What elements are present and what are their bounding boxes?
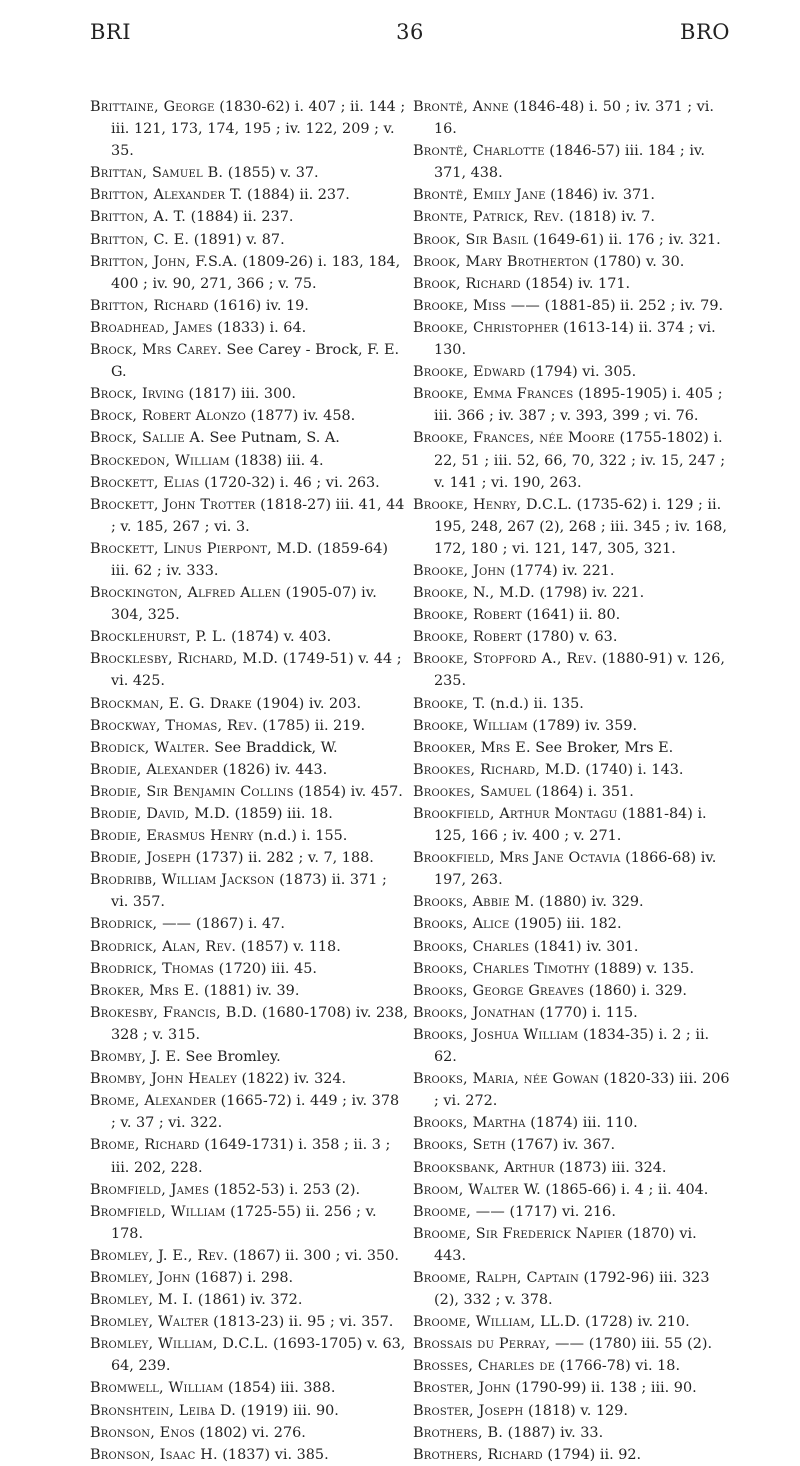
entry-name: Brossais du Perray, —— <box>413 1336 585 1353</box>
entry-name: Brooke, T. <box>413 695 486 712</box>
entry-references: (1857) v. 118. <box>236 938 341 955</box>
index-entry <box>413 317 731 361</box>
entry-references: (1867) i. 47. <box>191 916 285 933</box>
entry-references: (1887) iv. 33. <box>503 1424 604 1441</box>
entry-references: (1919) iii. 90. <box>236 1402 339 1419</box>
entry-references: (1735-62) i. 129 ; ii. 195, 248, 267 (2), 268 ; iii. 345 ; iv. 168, 172, 180 ; vi. 121, 147, 305, 321. <box>434 496 727 557</box>
entry-references: (n.d.) i. 155. <box>253 828 348 845</box>
entry-references: See Carey - Brock, F. E. G. <box>111 342 400 381</box>
entry-name: Brooks, Martha <box>413 1115 526 1132</box>
index-entry <box>90 781 408 803</box>
entry-name: Bronson, Enos <box>90 1424 195 1441</box>
index-entry <box>90 162 408 184</box>
entry-references: (1767) iv. 367. <box>505 1137 616 1154</box>
entry-references: See Braddick, W. <box>209 739 338 756</box>
index-entry <box>413 1400 731 1422</box>
index-entry <box>90 1400 408 1422</box>
index-entry <box>413 96 731 140</box>
entry-name: Bronshtein, Leiba D. <box>90 1402 236 1419</box>
entry-name: Brocklesby, Richard, M.D. <box>90 651 279 668</box>
entry-references: (1884) ii. 237. <box>242 187 350 204</box>
index-entry <box>90 1201 408 1245</box>
entry-references: (1820-33) iii. 206 ; vi. 272. <box>434 1071 730 1110</box>
entry-references: (1792-96) iii. 323 (2), 332 ; v. 378. <box>434 1269 710 1309</box>
index-entry <box>413 427 731 493</box>
entry-name: Brodrick, —— <box>90 916 192 933</box>
entry-references: (1725-55) ii. 256 ; v. 178. <box>111 1203 377 1242</box>
entry-name: Brodrick, Alan, Rev. <box>90 938 237 955</box>
entry-references: (n.d.) ii. 135. <box>485 695 584 712</box>
header-left-guide-word: BRI <box>90 20 132 44</box>
index-entry <box>90 538 408 582</box>
left-column <box>90 96 408 1466</box>
index-entry <box>413 1179 731 1201</box>
entry-references: (1877) iv. 458. <box>245 408 356 425</box>
entry-references: See Bromley. <box>180 1049 281 1066</box>
entry-references: (1720) iii. 45. <box>214 960 317 977</box>
page-header <box>90 20 730 70</box>
index-entry <box>90 847 408 869</box>
entry-references: (1846-57) iii. 184 ; iv. 371, 438. <box>434 143 705 182</box>
entry-references: (1861) iv. 372. <box>193 1292 303 1309</box>
entry-references: (1813-23) ii. 95 ; vi. 357. <box>208 1314 394 1331</box>
entry-references: (1889) v. 135. <box>589 960 695 977</box>
entry-name: Brodie, Alexander <box>90 761 219 778</box>
entry-references: (1720-32) i. 46 ; vi. 263. <box>199 474 380 491</box>
entry-name: Brittaine, George <box>90 99 215 115</box>
entry-name: Britton, Richard <box>90 297 209 314</box>
entry-name: Bromfield, William <box>90 1203 226 1220</box>
entry-name: Brooksbank, Arthur <box>413 1159 555 1176</box>
entry-references: (1860) i. 329. <box>584 982 687 999</box>
entry-references: (1859-64) iii. 62 ; iv. 333. <box>111 540 388 579</box>
index-entry <box>413 891 731 913</box>
entry-references: (1818) iv. 7. <box>564 209 655 226</box>
entry-name: Brockett, Elias <box>90 474 200 491</box>
entry-references: See Broker, Mrs E. <box>530 739 674 756</box>
index-entry <box>413 251 731 273</box>
entry-references: (1616) iv. 19. <box>208 297 309 314</box>
index-entry <box>90 317 408 339</box>
entry-references: (1866-68) iv. 197, 263. <box>434 850 717 889</box>
entry-references: (1613-14) ii. 374 ; vi. 130. <box>434 319 716 359</box>
index-entry <box>413 980 731 1002</box>
index-entry <box>90 472 408 494</box>
entry-references: (1854) iv. 171. <box>520 275 631 292</box>
index-entry <box>90 1377 408 1399</box>
entry-references: (1740) i. 143. <box>580 761 684 778</box>
entry-name: Britton, John, F.S.A. <box>90 253 238 270</box>
index-entry <box>413 560 731 582</box>
entry-name: Brooks, Charles <box>413 938 530 955</box>
entry-references: (1874) v. 403. <box>226 629 332 646</box>
entry-references: (1855) v. 37. <box>223 165 319 182</box>
entry-name: Brookfield, Mrs Jane Octavia <box>413 850 621 867</box>
index-entry <box>90 869 408 913</box>
index-entry <box>413 803 731 847</box>
entry-name: Brontë, Anne <box>413 99 509 115</box>
entry-name: Brodick, Walter. <box>90 739 210 756</box>
entry-name: Brodie, Joseph <box>90 850 192 867</box>
entry-name: Brookes, Richard, M.D. <box>413 761 581 778</box>
index-entry <box>90 1289 408 1311</box>
index-entry <box>413 1377 731 1399</box>
entry-references: (1789) iv. 359. <box>527 717 638 734</box>
entry-name: Brodribb, William Jackson <box>90 872 275 889</box>
entry-name: Broome, William, LL.D. <box>413 1314 581 1331</box>
entry-references: (1880) iv. 329. <box>534 894 644 911</box>
index-entry <box>90 913 408 935</box>
entry-name: Broster, John <box>413 1380 511 1397</box>
entry-name: Brocklehurst, P. L. <box>90 629 227 646</box>
entry-name: Brooke, Robert <box>413 607 522 624</box>
entry-references: (1780) v. 30. <box>588 253 685 270</box>
index-entry <box>413 494 731 560</box>
entry-references: (1830-62) i. 407 ; ii. 144 ; iii. 121, 173, 174, 195 ; iv. 122, 209 ; v. 35. <box>111 99 406 160</box>
index-entry <box>413 1112 731 1134</box>
entry-references: (1841) iv. 301. <box>529 938 639 955</box>
index-entry <box>90 494 408 538</box>
entry-name: Brothers, Richard <box>413 1446 543 1463</box>
index-entry <box>90 1068 408 1090</box>
entry-name: Brockett, John Trotter <box>90 496 256 513</box>
entry-name: Britton, C. E. <box>90 231 190 248</box>
entry-name: Bronson, Isaac H. <box>90 1446 218 1463</box>
entry-name: Brookfield, Arthur Montagu <box>413 806 618 822</box>
index-entry <box>413 1134 731 1156</box>
index-entry <box>413 847 731 891</box>
entry-name: Brooke, N., M.D. <box>413 585 535 602</box>
entry-name: Brothers, B. <box>413 1424 504 1441</box>
entry-references: (1826) iv. 443. <box>218 761 328 778</box>
entry-references: (1794) vi. 305. <box>525 364 637 381</box>
entry-references: (1802) vi. 276. <box>194 1424 306 1441</box>
index-entry <box>413 936 731 958</box>
index-entry <box>90 1267 408 1289</box>
entry-name: Brooke, Stopford A., Rev. <box>413 651 598 668</box>
index-entry <box>413 1201 731 1223</box>
index-entry <box>90 1002 408 1046</box>
entry-references: (1766-78) vi. 18. <box>555 1358 681 1375</box>
entry-references: (1780) v. 63. <box>521 629 618 646</box>
index-entry <box>90 1422 408 1444</box>
entry-references: (1854) iv. 457. <box>293 783 403 800</box>
entry-references: (1852-53) i. 253 (2). <box>209 1181 361 1198</box>
entry-references: (1880-91) v. 126, 235. <box>434 651 725 690</box>
entry-references: (1864) i. 351. <box>530 783 634 800</box>
entry-references: See Putnam, S. A. <box>204 430 340 447</box>
entry-name: Brooks, George Greaves <box>413 982 585 999</box>
entry-name: Brockedon, William <box>90 452 230 469</box>
entry-name: Brock, Sallie A. <box>90 430 205 447</box>
entry-name: Broker, Mrs E. <box>90 982 200 999</box>
entry-name: Brook, Mary Brotherton <box>413 253 589 270</box>
entry-name: Broadhead, James <box>90 319 213 336</box>
entry-references: (1884) ii. 237. <box>186 209 294 226</box>
entry-references: (1649-1731) i. 358 ; ii. 3 ; iii. 202, 228. <box>111 1137 391 1176</box>
entry-name: Brooke, Henry, D.C.L. <box>413 496 572 513</box>
entry-references: (1770) i. 115. <box>534 1004 638 1021</box>
entry-name: Brock, Mrs Carey. <box>90 342 222 359</box>
index-entry <box>90 184 408 206</box>
entry-name: Brodie, Sir Benjamin Collins <box>90 783 294 800</box>
index-entry <box>413 1068 731 1112</box>
entry-name: Bromley, William, D.C.L. <box>90 1336 269 1353</box>
index-entry <box>90 383 408 405</box>
entry-references: (1881) iv. 39. <box>199 982 300 999</box>
index-entry <box>90 737 408 759</box>
entry-name: Britton, A. T. <box>90 209 187 226</box>
entry-references: (1859) iii. 18. <box>230 806 333 822</box>
entry-references: (1717) vi. 216. <box>504 1203 616 1220</box>
entry-name: Brodrick, Thomas <box>90 960 215 977</box>
index-entry <box>90 1046 408 1068</box>
index-entry <box>413 1157 731 1179</box>
entry-references: (1755-1802) i. 22, 51 ; iii. 52, 66, 70, 322 ; iv. 15, 247 ; v. 141 ; vi. 190, 263. <box>434 430 726 491</box>
index-entry <box>413 361 731 383</box>
index-entry <box>413 626 731 648</box>
entry-name: Bromley, M. I. <box>90 1292 194 1309</box>
entry-name: Brockett, Linus Pierpont, M.D. <box>90 540 313 557</box>
entry-name: Bromby, J. E. <box>90 1049 181 1066</box>
entry-references: (1818) v. 129. <box>523 1402 628 1419</box>
entry-references: (1728) iv. 210. <box>580 1314 690 1331</box>
entry-name: Brooks, Maria, née Gowan <box>413 1071 599 1088</box>
entry-references: (1809-26) i. 183, 184, 400 ; iv. 90, 271, 366 ; v. 75. <box>111 253 401 292</box>
entry-references: (1665-72) i. 449 ; iv. 378 ; v. 37 ; vi. 322. <box>111 1093 400 1132</box>
entry-references: (1785) ii. 219. <box>257 717 366 734</box>
entry-references: (1905) iii. 182. <box>509 916 622 933</box>
index-entry <box>413 1444 731 1466</box>
index-entry <box>413 1223 731 1267</box>
entry-name: Broome, Sir Frederick Napier <box>413 1225 623 1242</box>
index-entry <box>413 206 731 228</box>
index-entry <box>413 295 731 317</box>
index-entry <box>413 229 731 251</box>
entry-references: (1838) iii. 4. <box>229 452 324 469</box>
entry-name: Bronte, Patrick, Rev. <box>413 209 565 226</box>
entry-name: Brome, Richard <box>90 1137 200 1154</box>
entry-name: Brockman, E. G. Drake <box>90 695 252 712</box>
entry-references: (1834-35) i. 2 ; ii. 62. <box>434 1026 710 1066</box>
index-entry <box>413 958 731 980</box>
entry-name: Brooke, Emma Frances <box>413 386 574 403</box>
entry-name: Brooks, Jonathan <box>413 1004 535 1021</box>
entry-name: Bromwell, William <box>90 1380 224 1397</box>
entry-name: Brooks, Alice <box>413 916 510 933</box>
entry-name: Bromfield, James <box>90 1181 210 1198</box>
entry-references: (1749-51) v. 44 ; vi. 425. <box>111 651 402 690</box>
entry-references: (1854) iii. 388. <box>223 1380 336 1397</box>
entry-references: (1687) i. 298. <box>190 1269 294 1286</box>
index-entry <box>90 648 408 692</box>
index-entry <box>413 759 731 781</box>
entry-name: Brock, Irving <box>90 386 184 403</box>
index-entry <box>90 936 408 958</box>
page-number: 36 <box>396 20 424 44</box>
index-entry <box>413 1267 731 1311</box>
entry-name: Broome, Ralph, Captain <box>413 1269 579 1286</box>
index-entry <box>413 1333 731 1355</box>
index-entry <box>90 1090 408 1134</box>
index-entry <box>90 405 408 427</box>
index-entry <box>90 1245 408 1267</box>
entry-name: Brockway, Thomas, Rev. <box>90 717 258 734</box>
index-entry <box>90 626 408 648</box>
index-entry <box>90 295 408 317</box>
entry-references: (1818-27) iii. 41, 44 ; v. 185, 267 ; vi. 3. <box>111 496 405 535</box>
entry-references: (1891) v. 87. <box>189 231 285 248</box>
entry-name: Brook, Richard <box>413 275 521 292</box>
entry-name: Brooke, Robert <box>413 629 522 646</box>
entry-references: (1865-66) i. 4 ; ii. 404. <box>540 1181 709 1198</box>
index-entry <box>413 913 731 935</box>
index-entry <box>90 1444 408 1466</box>
index-entry <box>413 1355 731 1377</box>
entry-references: (1846) iv. 371. <box>545 187 655 204</box>
entry-name: Broome, —— <box>413 1203 505 1220</box>
index-entry <box>413 648 731 692</box>
index-entry <box>90 803 408 825</box>
entry-references: (1881-85) ii. 252 ; iv. 79. <box>540 297 724 314</box>
entry-name: Brosses, Charles de <box>413 1358 556 1375</box>
index-entry <box>90 1333 408 1377</box>
index-entry <box>413 273 731 295</box>
entry-references: (1693-1705) v. 63, 64, 239. <box>111 1336 406 1375</box>
index-entry <box>90 1134 408 1178</box>
entry-name: Brooke, Edward <box>413 364 526 381</box>
entry-references: (1881-84) i. 125, 166 ; iv. 400 ; v. 271. <box>434 806 707 845</box>
entry-references: (1780) iii. 55 (2). <box>584 1336 713 1353</box>
index-entry <box>413 1024 731 1068</box>
index-entry <box>90 715 408 737</box>
entry-name: Brooks, Charles Timothy <box>413 960 590 977</box>
index-entry <box>90 759 408 781</box>
entry-references: (1873) iii. 324. <box>554 1159 667 1176</box>
entry-name: Brooks, Abbie M. <box>413 894 535 911</box>
entry-name: Brooke, Christopher <box>413 319 559 336</box>
index-entry <box>413 1422 731 1444</box>
index-entry <box>90 1179 408 1201</box>
entry-name: Brontë, Emily Jane <box>413 187 546 204</box>
index-entry <box>90 1311 408 1333</box>
entry-references: (1794) ii. 92. <box>542 1446 642 1463</box>
entry-references: (1774) iv. 221. <box>505 562 615 579</box>
index-entry <box>90 693 408 715</box>
index-entry <box>90 96 408 162</box>
index-entry <box>90 206 408 228</box>
entry-name: Brooke, William <box>413 717 528 734</box>
entry-name: Bromley, Walter <box>90 1314 209 1331</box>
entry-references: (1867) ii. 300 ; vi. 350. <box>228 1247 399 1264</box>
index-entry <box>90 450 408 472</box>
entry-name: Brittan, Samuel B. <box>90 165 224 182</box>
entry-references: (1798) iv. 221. <box>534 585 645 602</box>
entry-name: Bromley, John <box>90 1269 191 1286</box>
index-entry <box>413 715 731 737</box>
index-entry <box>413 140 731 184</box>
entry-name: Brookes, Samuel <box>413 783 531 800</box>
entry-references: (1680-1708) iv. 238, 328 ; v. 315. <box>111 1004 408 1043</box>
right-column <box>413 96 731 1466</box>
entry-references: (1833) i. 64. <box>212 319 307 336</box>
index-entry <box>90 427 408 449</box>
entry-references: (1837) vi. 385. <box>217 1446 329 1463</box>
index-entry <box>90 825 408 847</box>
entry-name: Brooks, Joshua William <box>413 1026 579 1043</box>
entry-references: (1790-99) ii. 138 ; iii. 90. <box>510 1380 697 1397</box>
index-entry <box>413 693 731 715</box>
entry-references: (1822) iv. 324. <box>236 1071 347 1088</box>
entry-name: Brooke, Miss —— <box>413 297 540 314</box>
entry-references: (1641) ii. 80. <box>521 607 621 624</box>
index-entry <box>90 229 408 251</box>
entry-references: (1870) vi. 443. <box>434 1225 697 1264</box>
entry-references: (1904) iv. 203. <box>251 695 362 712</box>
entry-references: (1649-61) ii. 176 ; iv. 321. <box>528 231 721 248</box>
entry-references: (1895-1905) i. 405 ; iii. 366 ; iv. 387 ; v. 393, 399 ; vi. 76. <box>434 386 723 425</box>
entry-name: Britton, Alexander T. <box>90 187 243 204</box>
index-entry <box>90 582 408 626</box>
index-entry <box>90 339 408 383</box>
entry-name: Brooke, John <box>413 562 506 579</box>
index-entry <box>90 980 408 1002</box>
entry-references: (1874) iii. 110. <box>525 1115 638 1132</box>
entry-references: (1905-07) iv. 304, 325. <box>111 585 377 624</box>
entry-name: Broom, Walter W. <box>413 1181 541 1198</box>
index-entry <box>413 1311 731 1333</box>
entry-name: Brodie, David, M.D. <box>90 806 231 822</box>
index-entry <box>413 383 731 427</box>
entry-name: Brontë, Charlotte <box>413 143 545 160</box>
index-entry <box>413 1002 731 1024</box>
entry-name: Brook, Sir Basil <box>413 231 529 248</box>
index-entry <box>413 781 731 803</box>
entry-name: Bromby, John Healey <box>90 1071 237 1088</box>
entry-name: Brooker, Mrs E. <box>413 739 531 756</box>
entry-name: Brodie, Erasmus Henry <box>90 828 254 845</box>
header-right-guide-word: BRO <box>680 20 730 44</box>
index-entry <box>413 604 731 626</box>
entry-references: (1873) ii. 371 ; vi. 357. <box>111 872 387 911</box>
entry-name: Brockington, Alfred Allen <box>90 585 281 602</box>
index-entry <box>413 737 731 759</box>
index-entry <box>90 251 408 295</box>
entry-name: Brock, Robert Alonzo <box>90 408 246 425</box>
entry-references: (1817) iii. 300. <box>183 386 296 403</box>
entry-name: Brooke, Frances, née Moore <box>413 430 615 447</box>
entry-name: Brooks, Seth <box>413 1137 506 1154</box>
index-entry <box>413 582 731 604</box>
entry-references: (1846-48) i. 50 ; iv. 371 ; vi. 16. <box>434 99 714 138</box>
index-entry <box>413 184 731 206</box>
index-entry <box>90 958 408 980</box>
entry-name: Broster, Joseph <box>413 1402 524 1419</box>
entry-name: Brome, Alexander <box>90 1093 217 1110</box>
entry-references: (1737) ii. 282 ; v. 7, 188. <box>191 850 374 867</box>
entry-name: Brokesby, Francis, B.D. <box>90 1004 258 1021</box>
entry-name: Bromley, J. E., Rev. <box>90 1247 229 1264</box>
